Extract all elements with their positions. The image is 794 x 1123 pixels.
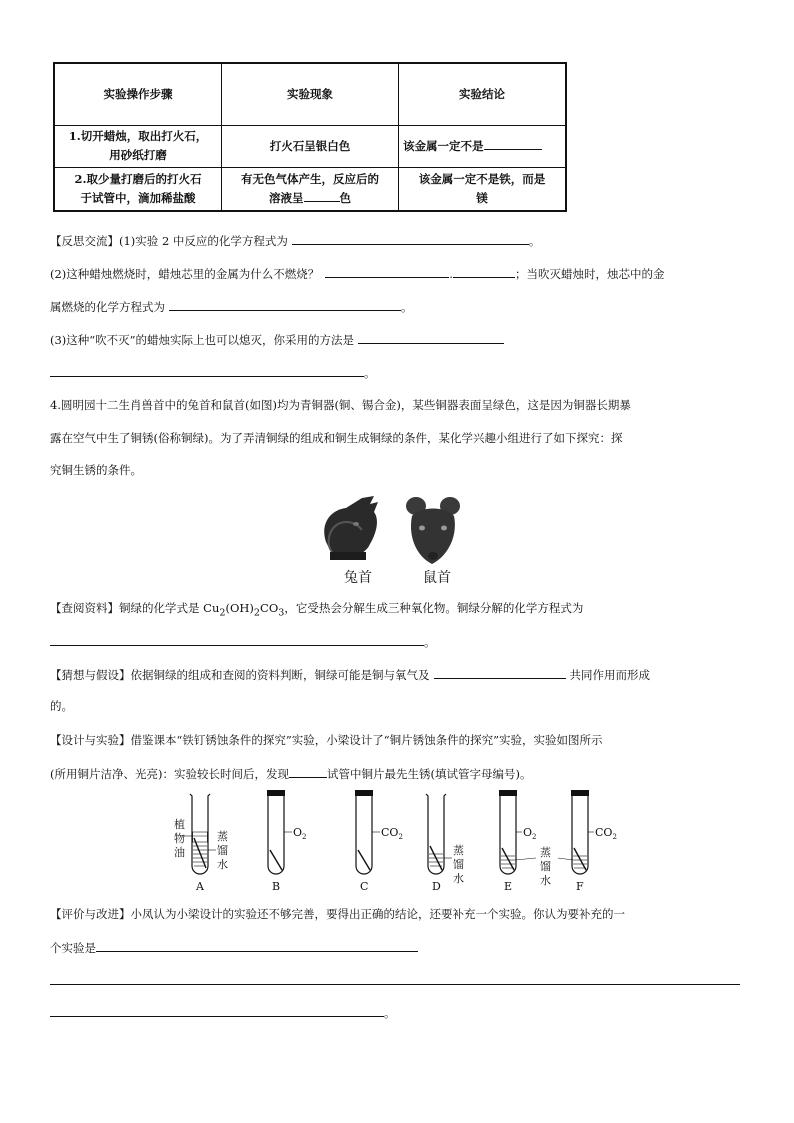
q2-end: 。 <box>401 300 413 314</box>
q4-hypothesis <box>50 666 650 683</box>
answer-blank[interactable] <box>169 298 401 311</box>
eval-b: 个实验是 <box>50 941 96 955</box>
oil-label-3: 油 <box>174 846 185 859</box>
tube-f <box>558 790 594 874</box>
water-ef-label-1: 蒸 <box>540 846 551 859</box>
header-conclusion: 实验结论 <box>399 63 567 125</box>
row2-phenomenon-c: 色 <box>339 190 351 205</box>
test-tube-figure <box>160 790 660 894</box>
research-a: 【查阅资料】铜绿的化学式是 Cu <box>50 601 220 615</box>
rat-head-icon <box>406 497 460 564</box>
answer-blank[interactable] <box>96 939 418 952</box>
q1-end: 。 <box>528 234 541 248</box>
design-b: (所用铜片洁净、光亮)：实验较长时间后，发现 <box>50 767 289 781</box>
q3-end: 。 <box>364 366 376 380</box>
row2-step-line2: 于试管中，滴加稀盐酸 <box>80 190 196 205</box>
row2-step <box>54 167 222 211</box>
o2-label-b: $O_2$ <box>293 826 307 841</box>
o2-label-e: $O_2$ <box>523 826 537 841</box>
research-d: ，它受热会分解生成三种氧化物。铜绿分解的化学方程式为 <box>284 601 584 615</box>
answer-blank[interactable] <box>289 765 327 778</box>
reflection-q2 <box>50 265 664 282</box>
reflection-q1 <box>50 232 540 249</box>
table-header-row <box>54 63 566 125</box>
q4-intro-line3: 究铜生锈的条件。 <box>50 463 142 477</box>
row2-phenomenon-line1: 有无色气体产生，反应后的 <box>241 171 379 186</box>
water-ef-label-2: 馏 <box>540 860 551 873</box>
answer-blank[interactable] <box>453 265 515 278</box>
co2-label-f: $CO_2$ <box>595 826 617 841</box>
tube-c <box>355 790 380 874</box>
tube-a <box>184 794 216 874</box>
q4-design-line2 <box>50 765 531 782</box>
q4-eval-line1: 【评价与改进】小凤认为小梁设计的实验还不够完善，要得出正确的结论，还要补充一个实验。你认为要补充的一 <box>50 907 625 921</box>
oil-label-2: 物 <box>174 832 185 845</box>
hypo-a: 【猜想与假设】依据铜绿的组成和查阅的资料判断，铜绿可能是铜与氧气及 <box>50 668 430 682</box>
answer-blank[interactable] <box>434 666 566 679</box>
table-row <box>54 125 566 167</box>
tube-d <box>426 794 452 874</box>
hypo-b: 共同作用而形成 <box>569 668 650 682</box>
experiment-table <box>53 62 567 212</box>
water-d-label-1: 蒸 <box>453 844 464 857</box>
research-b: (OH) <box>225 601 254 615</box>
answer-blank[interactable] <box>358 331 504 344</box>
reflection-q2-cont <box>50 298 413 315</box>
q4-research-cont <box>50 633 436 650</box>
row2-conclusion-line1: 该金属一定不是铁，而是 <box>418 171 546 186</box>
header-steps: 实验操作步骤 <box>54 63 222 125</box>
zodiac-heads-image <box>316 494 466 568</box>
tube-label-c: C <box>360 880 369 893</box>
answer-blank[interactable] <box>292 232 529 245</box>
research-sub1: 2 <box>219 607 226 619</box>
research-sub3: 3 <box>278 607 285 619</box>
table-row <box>54 167 566 211</box>
answer-blank[interactable] <box>50 1004 384 1017</box>
oil-label-1: 植 <box>174 818 185 831</box>
water-a-label-2: 馏 <box>217 844 228 857</box>
row1-conclusion-text: 该金属一定不是 <box>403 138 484 153</box>
water-d-label-2: 馏 <box>453 858 464 871</box>
q4-design-line1: 【设计与实验】借鉴课本“铁钉锈蚀条件的探究”实验，小梁设计了“铜片锈蚀条件的探究”实验，实验如图所示 <box>50 733 603 747</box>
reflection-q2-text-c: 属燃烧的化学方程式为 <box>50 300 165 314</box>
rabbit-head-icon <box>324 496 378 560</box>
row1-step-line1: 1.切开蜡烛，取出打火石， <box>68 129 208 143</box>
answer-blank[interactable] <box>325 265 449 278</box>
answer-blank[interactable] <box>50 364 364 377</box>
row2-conclusion <box>399 167 567 211</box>
reflection-q2-text-b: ；当吹灭蜡烛时，烛芯中的金 <box>514 267 665 281</box>
row2-phenomenon <box>222 167 399 211</box>
tube-b <box>267 790 292 874</box>
water-a-label-1: 蒸 <box>217 830 228 843</box>
research-end: 。 <box>424 635 436 649</box>
q4-eval-line2 <box>50 939 418 956</box>
reflection-q3-cont <box>50 364 376 381</box>
answer-blank[interactable] <box>50 633 424 646</box>
tube-label-f: F <box>576 880 584 893</box>
eval-end: 。 <box>384 1006 396 1020</box>
tube-label-b: B <box>272 880 281 893</box>
row2-phenomenon-b: 溶液呈 <box>269 190 304 205</box>
q4-intro-line1: 4.圆明园十二生肖兽首中的兔首和鼠首(如图)均为青铜器(铜、锡合金)，某些铜器表面呈绿色，这是因为铜器长期暴 <box>50 398 631 412</box>
q4-eval-line4 <box>50 1004 396 1021</box>
header-phenomena: 实验现象 <box>222 63 399 125</box>
tube-label-e: E <box>504 880 513 893</box>
answer-blank[interactable] <box>484 137 542 150</box>
row1-phenomenon: 打火石呈银白色 <box>222 125 399 167</box>
water-a-label-3: 水 <box>217 858 228 871</box>
research-c: CO <box>260 601 279 615</box>
row1-conclusion <box>399 125 567 167</box>
caption-rabbit: 兔首 <box>344 570 372 586</box>
reflection-q3 <box>50 331 504 348</box>
water-d-label-3: 水 <box>453 872 464 885</box>
design-c: 试管中铜片最先生锈(填试管字母编号)。 <box>326 767 532 781</box>
q4-hypothesis-cont: 的。 <box>50 699 73 713</box>
reflection-q1-text: 【反思交流】(1)实验 2 中反应的化学方程式为 <box>50 234 288 248</box>
caption-rat: 鼠首 <box>423 570 451 586</box>
row1-step <box>54 125 222 167</box>
row2-step-line1: 2.取少量打磨后的打火石 <box>74 171 202 186</box>
co2-label-c: $CO_2$ <box>381 826 403 841</box>
tube-label-a: A <box>196 880 204 893</box>
q4-intro-line2: 露在空气中生了铜锈(俗称铜绿)。为了弄清铜绿的组成和铜生成铜绿的条件，某化学兴趣小组进行了如下探究：探 <box>50 431 623 445</box>
answer-line-full[interactable] <box>50 984 740 985</box>
research-sub2: 2 <box>253 607 261 619</box>
row2-phenomenon-line2 <box>226 189 394 208</box>
q4-research <box>50 600 583 621</box>
reflection-q3-text: (3)这种“吹不灭”的蜡烛实际上也可以熄灭，你采用的方法是 <box>50 333 355 347</box>
tube-label-d: D <box>432 880 441 893</box>
q2-dot: . <box>449 267 453 281</box>
answer-blank[interactable] <box>304 189 340 202</box>
reflection-q2-text: (2)这种蜡烛燃烧时，蜡烛芯里的金属为什么不燃烧？ <box>50 267 320 281</box>
water-ef-label-3: 水 <box>540 874 551 887</box>
row1-step-line2: 用砂纸打磨 <box>109 148 167 162</box>
row2-conclusion-line2: 镁 <box>476 190 488 205</box>
